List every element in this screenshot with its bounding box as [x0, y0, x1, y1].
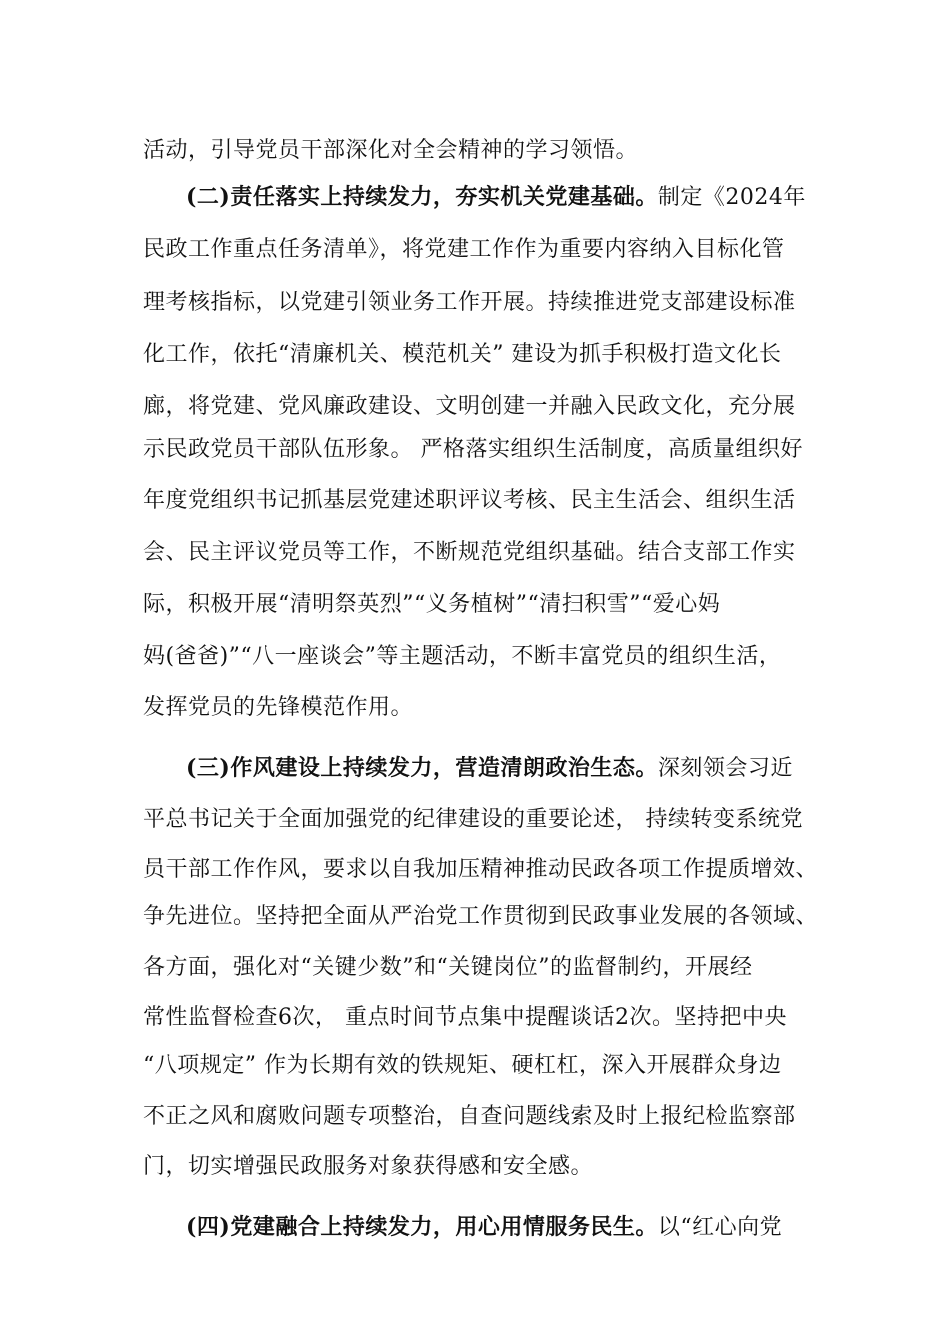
line-text: 民政工作重点任务清单》，将党建工作作为重要内容纳入目标化管: [143, 237, 785, 262]
paragraph-line: [143, 1097, 796, 1137]
paragraph-line: [143, 430, 803, 470]
paragraph-line: [143, 387, 796, 427]
section-heading: (三)作风建设上持续发力，营造清朗政治生态。: [186, 755, 658, 781]
paragraph-line: [143, 637, 781, 677]
paragraph-line: [143, 585, 720, 625]
line-text: 争先进位。坚持把全面从严治党工作贯彻到民政事业发展的各领域、: [143, 904, 819, 929]
paragraph-line: [143, 533, 796, 573]
line-text: 常性监督检查6次， 重点时间节点集中提醒谈话2次。坚持把中央: [143, 1005, 787, 1030]
section-heading-line: [186, 177, 806, 217]
section-heading: (二)责任落实上持续发力，夯实机关党建基础。: [186, 184, 658, 210]
line-text: 妈(爸爸)”“八一座谈会”等主题活动，不断丰富党员的组织生活，: [143, 644, 782, 669]
paragraph-line: [143, 131, 638, 171]
paragraph-line: [143, 283, 796, 323]
line-text: 化工作，依托“清廉机关、模范机关” 建设为抓手积极打造文化长: [143, 342, 782, 367]
line-text: 门，切实增强民政服务对象获得感和安全感。: [143, 1154, 594, 1179]
line-text: 发挥党员的先锋模范作用。: [143, 695, 414, 720]
paragraph-line: [143, 1046, 782, 1086]
paragraph-line: [143, 335, 782, 375]
paragraph-line: [143, 230, 785, 270]
section-heading-line: [186, 748, 793, 788]
line-text: 深刻领会习近: [657, 756, 793, 781]
line-text: 员干部工作作风，要求以自我加压精神推动民政各项工作提质增效、: [143, 857, 819, 882]
line-text: 年度党组织书记抓基层党建述职评议考核、民主生活会、组织生活: [143, 488, 796, 513]
line-text: 示民政党员干部队伍形象。 严格落实组织生活制度，高质量组织好: [143, 437, 803, 462]
paragraph-line: [143, 948, 753, 988]
line-text: 不正之风和腐败问题专项整治，自查问题线索及时上报纪检监察部: [143, 1104, 796, 1129]
line-text: 廊，将党建、党风廉政建设、文明创建一并融入民政文化，充分展: [143, 394, 796, 419]
line-text: “八项规定” 作为长期有效的铁规矩、硬杠杠，深入开展群众身边: [143, 1053, 782, 1078]
section-heading: (四)党建融合上持续发力，用心用情服务民生。: [186, 1214, 658, 1240]
paragraph-line: [143, 800, 803, 840]
paragraph-line: [143, 998, 787, 1038]
line-text: 平总书记关于全面加强党的纪律建设的重要论述， 持续转变系统党: [143, 807, 803, 832]
paragraph-line: [143, 850, 818, 890]
paragraph-line: [143, 481, 796, 521]
paragraph-line: [143, 897, 818, 937]
line-text: 制定《2024年: [657, 185, 806, 210]
line-text: 活动，引导党员干部深化对全会精神的学习领悟。: [143, 138, 639, 163]
line-text: 以“红心向党: [657, 1215, 783, 1240]
section-heading-line: [186, 1207, 782, 1247]
line-text: 各方面，强化对“关键少数”和“关键岗位”的监督制约，开展经: [143, 955, 753, 980]
paragraph-line: [143, 1147, 593, 1187]
line-text: 理考核指标，以党建引领业务工作开展。持续推进党支部建设标准: [143, 290, 796, 315]
line-text: 际，积极开展“清明祭英烈”“义务植树”“清扫积雪”“爱心妈: [143, 592, 721, 617]
line-text: 会、民主评议党员等工作，不断规范党组织基础。结合支部工作实: [143, 540, 796, 565]
paragraph-line: [143, 688, 413, 728]
